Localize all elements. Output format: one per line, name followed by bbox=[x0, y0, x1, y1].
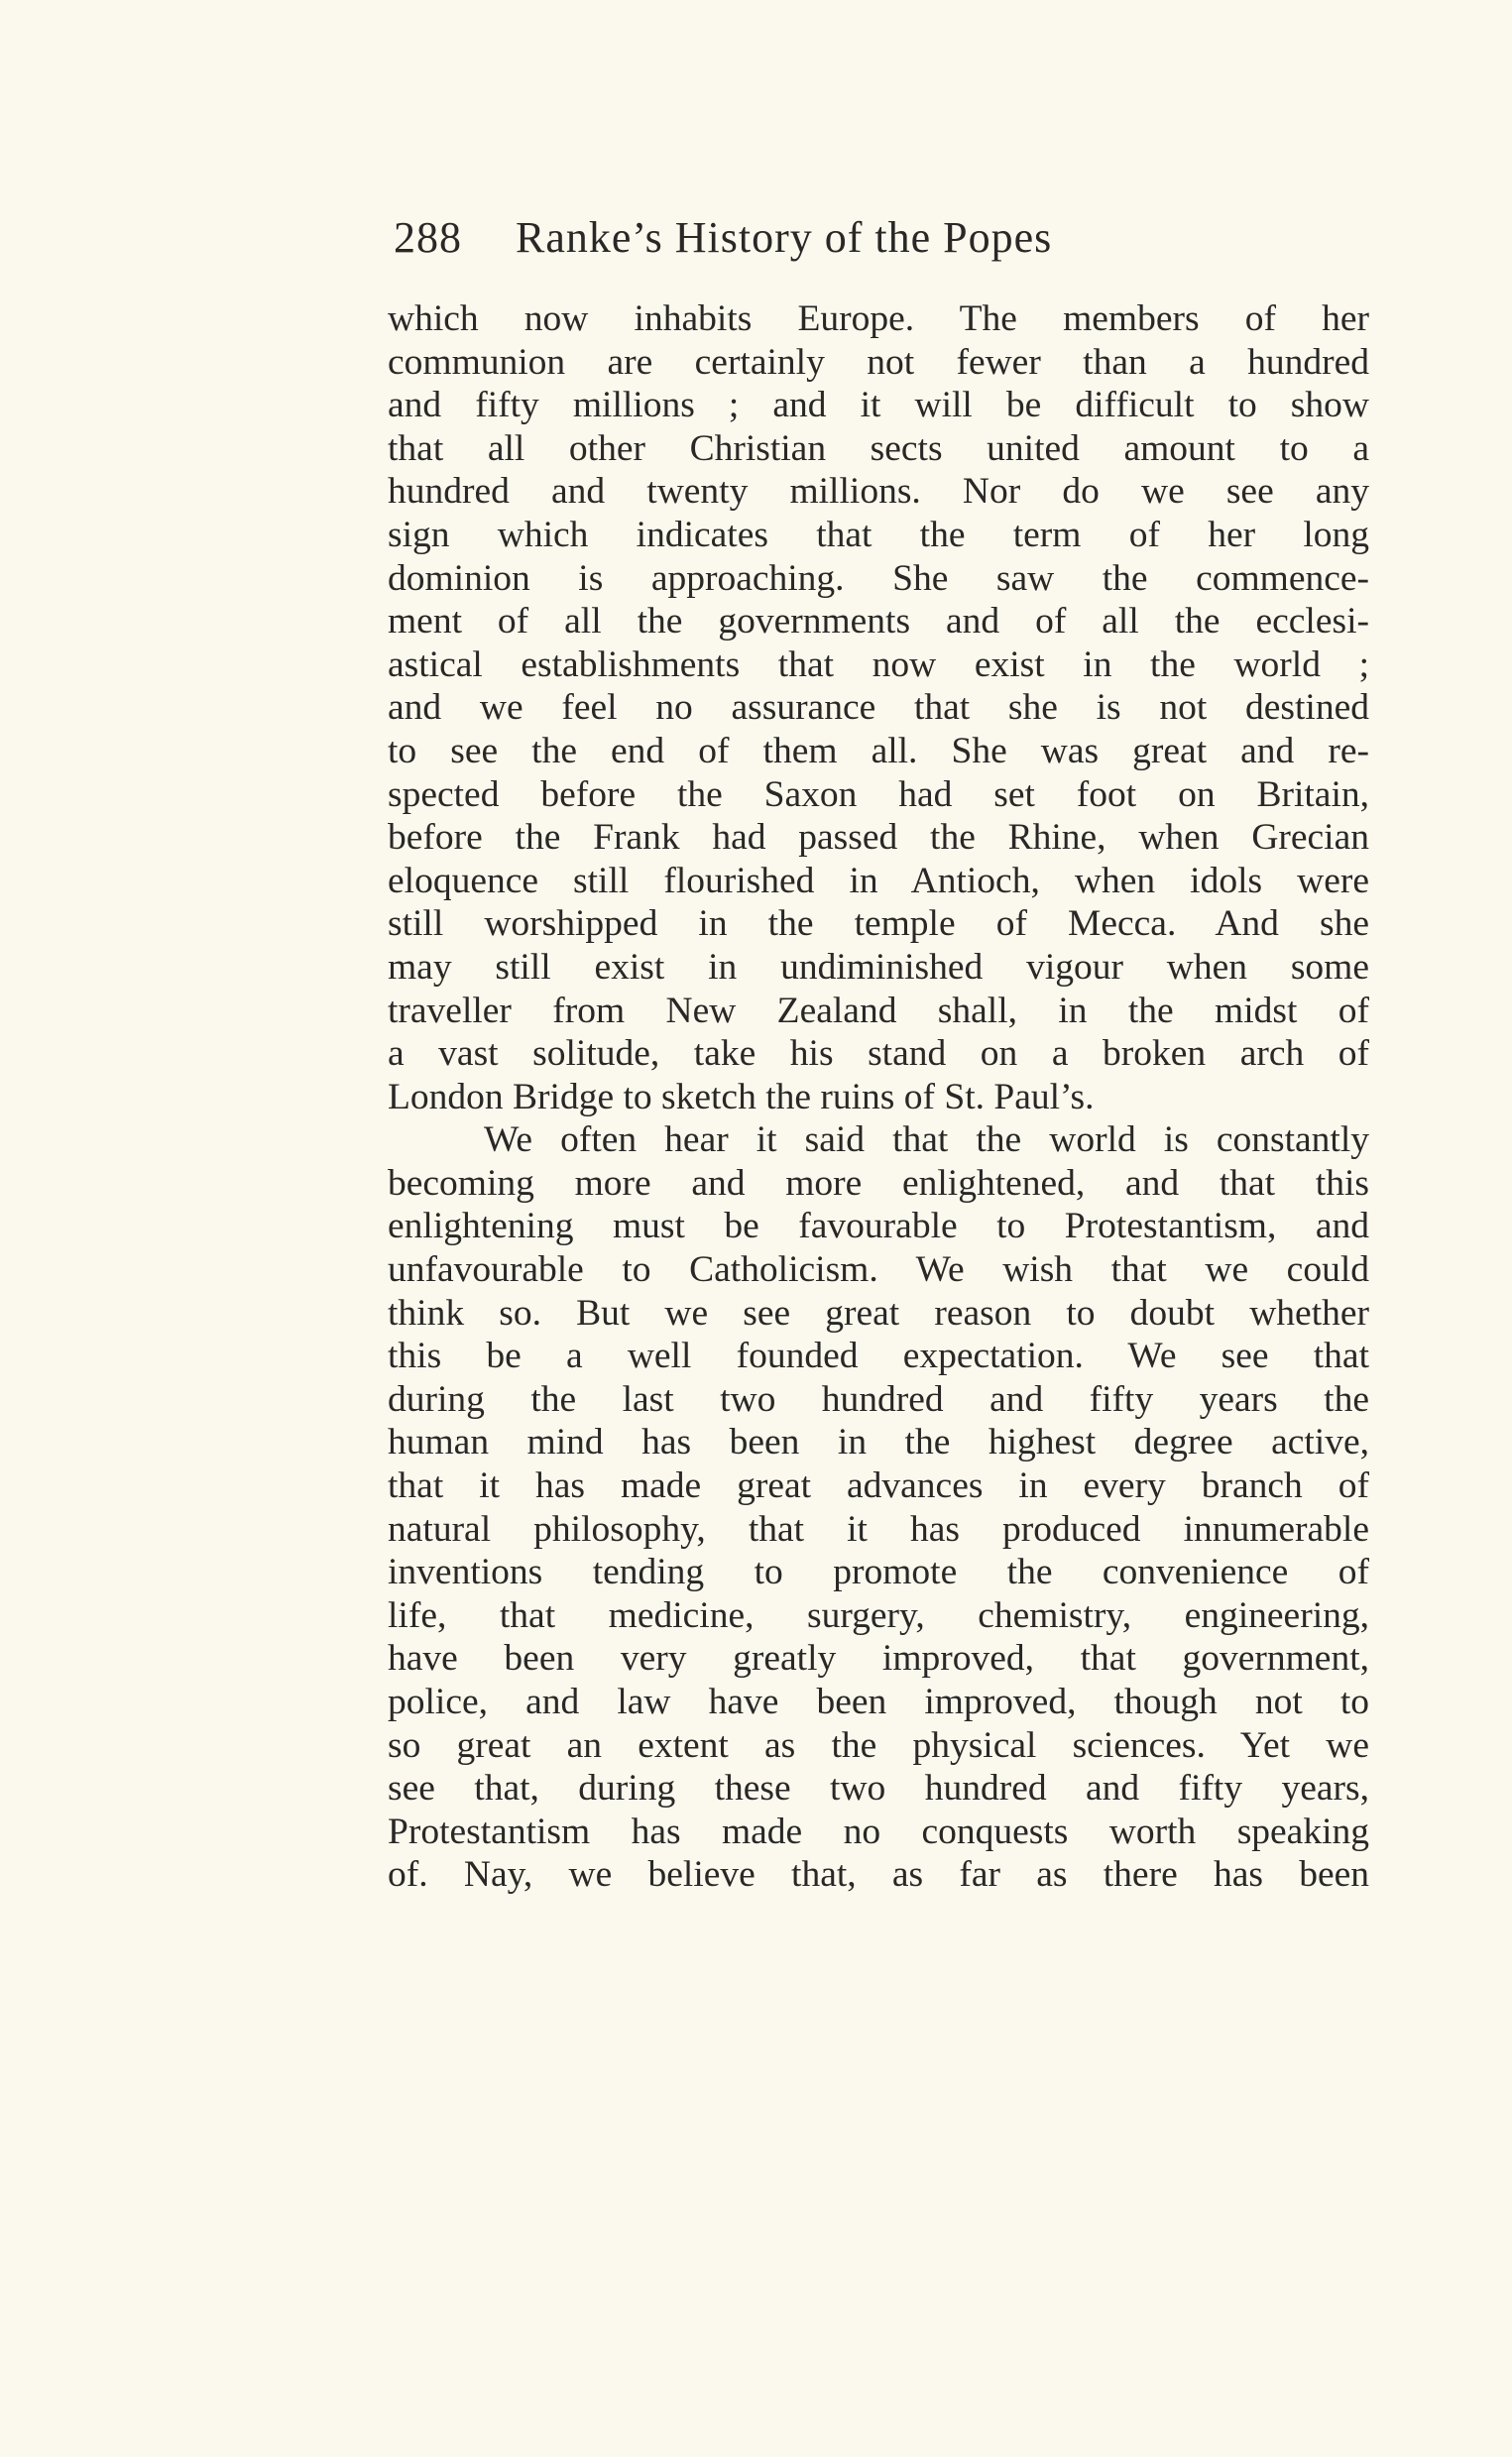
text-line: and fifty millions ; and it will be difficult to show bbox=[388, 385, 1369, 426]
text-line: human mind has been in the highest degree active, bbox=[388, 1422, 1369, 1463]
text-line: Protestantism has made no conquests worth speaking bbox=[388, 1811, 1369, 1852]
text-line: inventions tending to promote the convenience of bbox=[388, 1552, 1369, 1593]
text-line: before the Frank had passed the Rhine, when Grecian bbox=[388, 817, 1369, 859]
text-line: ment of all the governments and of all the ecclesi- bbox=[388, 601, 1369, 643]
text-line: dominion is approaching. She saw the commence- bbox=[388, 557, 1369, 599]
paragraph-end-line: London Bridge to sketch the ruins of St. Paul’s. bbox=[388, 1076, 1095, 1117]
text-line: to see the end of them all. She was great and re- bbox=[388, 730, 1369, 771]
text-line: spected before the Saxon had set foot on Britain, bbox=[388, 773, 1369, 815]
text-line: natural philosophy, that it has produced innumerable bbox=[388, 1508, 1369, 1550]
text-line: still worshipped in the temple of Mecca. And she bbox=[388, 903, 1369, 945]
text-line: so great an extent as the physical sciences. Yet we bbox=[388, 1724, 1369, 1766]
text-line: enlightening must be favourable to Protestantism, and bbox=[388, 1206, 1369, 1247]
running-title: Ranke’s History of the Popes bbox=[516, 213, 1053, 262]
text-line: may still exist in undiminished vigour when some bbox=[388, 946, 1369, 988]
text-line: think so. But we see great reason to doubt whether bbox=[388, 1292, 1369, 1334]
text-line: have been very greatly improved, that government, bbox=[388, 1638, 1369, 1680]
text-line: see that, during these two hundred and fifty years, bbox=[388, 1768, 1369, 1810]
text-line: unfavourable to Catholicism. We wish that we could bbox=[388, 1249, 1369, 1291]
page-number: 288 bbox=[394, 213, 462, 262]
text-line: that all other Christian sects united amount to a bbox=[388, 427, 1369, 469]
text-line: a vast solitude, take his stand on a broken arch of bbox=[388, 1033, 1369, 1075]
text-line: eloquence still flourished in Antioch, when idols were bbox=[388, 860, 1369, 901]
text-line: hundred and twenty millions. Nor do we see any bbox=[388, 471, 1369, 513]
text-line: this be a well founded expectation. We see that bbox=[388, 1336, 1369, 1377]
paragraph-start-line: We often hear it said that the world is constantly bbox=[484, 1119, 1369, 1161]
text-line: communion are certainly not fewer than a hundred bbox=[388, 341, 1369, 383]
text-line: sign which indicates that the term of her long bbox=[388, 514, 1369, 555]
text-line: during the last two hundred and fifty years the bbox=[388, 1378, 1369, 1420]
text-line: that it has made great advances in every branch of bbox=[388, 1465, 1369, 1507]
text-line: life, that medicine, surgery, chemistry, engineering, bbox=[388, 1594, 1369, 1636]
text-line: of. Nay, we believe that, as far as there has been bbox=[388, 1854, 1369, 1896]
text-line: police, and law have been improved, though not to bbox=[388, 1682, 1369, 1722]
text-line: traveller from New Zealand shall, in the midst of bbox=[388, 990, 1369, 1031]
text-line: and we feel no assurance that she is not destined bbox=[388, 687, 1369, 729]
text-line: astical establishments that now exist in the world ; bbox=[388, 644, 1369, 685]
text-line: which now inhabits Europe. The members of her bbox=[388, 298, 1369, 339]
running-head bbox=[394, 210, 1385, 266]
body-text bbox=[388, 297, 1369, 1897]
text-line: becoming more and more enlightened, and that this bbox=[388, 1162, 1369, 1204]
